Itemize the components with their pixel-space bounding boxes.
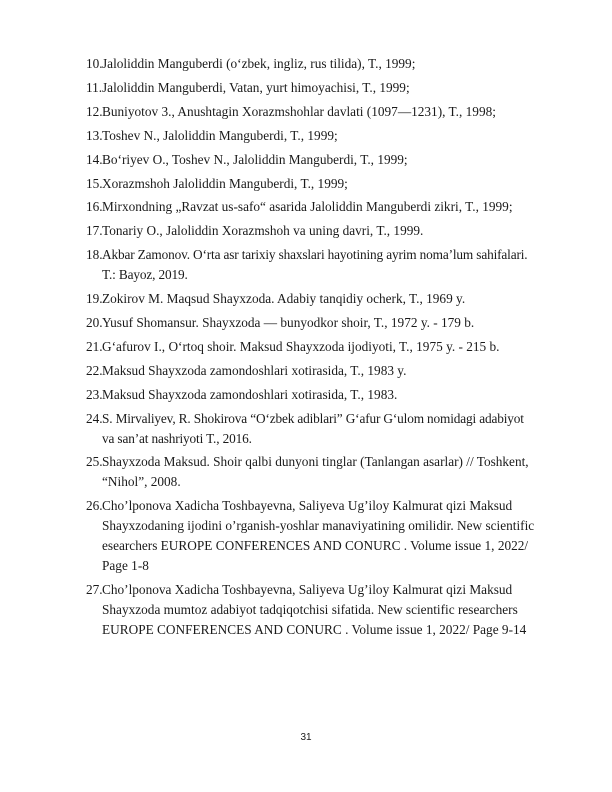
- reference-text-line: Buniyotov 3., Anushtagin Xorazmshohlar davlati (1097—1231), T., 1998;: [102, 103, 496, 119]
- reference-text: [102, 361, 572, 381]
- reference-number: 26.: [86, 498, 103, 514]
- reference-text: [102, 337, 572, 357]
- reference-text-line: Cho’lponova Xadicha Toshbayevna, Saliyeva Ug’iloy Kalmurat qizi Maksud: [102, 581, 513, 597]
- reference-text: [102, 496, 572, 576]
- reference-item: [86, 385, 572, 405]
- reference-number: 22.: [86, 362, 103, 378]
- reference-item: [86, 197, 572, 217]
- reference-text-line: EUROPE CONFERENCES AND CONURC . Volume issue 1, 2022/ Page 9-14: [102, 621, 527, 637]
- reference-number: 18.: [86, 247, 103, 263]
- reference-text: [102, 150, 572, 170]
- reference-text-line: esearchers EUROPE CONFERENCES AND CONURC . Volume issue 1, 2022/: [102, 538, 529, 554]
- reference-number: 11.: [86, 79, 103, 95]
- reference-text: [102, 221, 572, 241]
- reference-text-line: “Nihol”, 2008.: [102, 474, 181, 490]
- reference-text-line: Maksud Shayxzoda zamondoshlari xotirasida, T., 1983.: [102, 386, 398, 402]
- reference-number: 19.: [86, 291, 103, 307]
- reference-text-line: T.: Bayoz, 2019.: [102, 267, 188, 283]
- reference-text: [102, 385, 572, 405]
- reference-text: [102, 452, 572, 492]
- reference-number: 23.: [86, 386, 103, 402]
- reference-text-line: S. Mirvaliyev, R. Shokirova “Oʻzbek adiblari” Gʻafur Gʻulom nomidagi adabiyot: [102, 410, 524, 426]
- reference-number: 12.: [86, 103, 103, 119]
- reference-text-line: Shayxzodaning ijodini o’rganish-yoshlar manaviyatining omilidir. New scientific: [102, 518, 535, 534]
- reference-item: [86, 361, 572, 381]
- reference-number: 16.: [86, 199, 103, 215]
- reference-list: [86, 54, 572, 644]
- reference-number: 17.: [86, 223, 103, 239]
- reference-item: [86, 496, 572, 576]
- reference-text: [102, 78, 572, 98]
- reference-item: [86, 580, 572, 640]
- reference-text: [102, 313, 572, 333]
- reference-item: [86, 102, 572, 122]
- reference-text-line: va sanʼat nashriyoti T., 2016.: [102, 430, 252, 446]
- reference-text-line: Gʻafurov I., Oʻrtoq shoir. Maksud Shayxzoda ijodiyoti, T., 1975 y. - 215 b.: [102, 338, 500, 354]
- reference-number: 13.: [86, 127, 103, 143]
- reference-text: [102, 245, 572, 285]
- reference-text-line: Toshev N., Jaloliddin Manguberdi, T., 1999;: [102, 127, 338, 143]
- reference-item: [86, 452, 572, 492]
- reference-item: [86, 174, 572, 194]
- reference-text-line: Cho’lponova Xadicha Toshbayevna, Saliyeva Ug’iloy Kalmurat qizi Maksud: [102, 498, 513, 514]
- reference-item: [86, 409, 572, 449]
- reference-text: [102, 289, 572, 309]
- reference-number: 10.: [86, 56, 103, 71]
- reference-item: [86, 337, 572, 357]
- reference-text: [102, 174, 572, 194]
- reference-text-line: Mirxondning „Ravzat us-safo“ asarida Jaloliddin Manguberdi zikri, T., 1999;: [102, 199, 513, 215]
- reference-text-line: Shayxzoda mumtoz adabiyot tadqiqotchisi sifatida. New scientific researchers: [102, 601, 518, 617]
- reference-text: [102, 197, 572, 217]
- reference-text: [102, 126, 572, 146]
- reference-item: [86, 54, 572, 74]
- reference-number: 20.: [86, 314, 103, 330]
- reference-item: [86, 313, 572, 333]
- reference-text: [102, 580, 572, 640]
- reference-text: [102, 54, 572, 74]
- reference-item: [86, 126, 572, 146]
- reference-text-line: Page 1-8: [102, 557, 149, 573]
- reference-text-line: Shayxzoda Maksud. Shoir qalbi dunyoni tinglar (Tanlangan asarlar) // Toshkent,: [102, 454, 529, 470]
- reference-item: [86, 245, 572, 285]
- reference-text-line: Yusuf Shomansur. Shayxzoda — bunyodkor shoir, T., 1972 y. - 179 b.: [102, 314, 475, 330]
- reference-number: 24.: [86, 410, 103, 426]
- reference-number: 21.: [86, 338, 103, 354]
- reference-number: 14.: [86, 151, 103, 167]
- reference-number: 15.: [86, 175, 103, 191]
- reference-text-line: Tonariy O., Jaloliddin Xorazmshoh va uning davri, T., 1999.: [102, 223, 424, 239]
- reference-item: [86, 289, 572, 309]
- reference-text-line: Maksud Shayxzoda zamondoshlari xotirasida, T., 1983 y.: [102, 362, 407, 378]
- reference-item: [86, 221, 572, 241]
- reference-number: 27.: [86, 581, 103, 597]
- reference-text-line: Boʻriyev O., Toshev N., Jaloliddin Manguberdi, T., 1999;: [102, 151, 408, 167]
- reference-text-line: Akbar Zamonov. Oʻrta asr tarixiy shaxslari hayotining ayrim nomaʼlum sahifalari.: [102, 247, 528, 263]
- reference-text: [102, 102, 572, 122]
- reference-item: [86, 78, 572, 98]
- reference-number: 25.: [86, 454, 103, 470]
- reference-text-line: Jaloliddin Manguberdi (oʻzbek, ingliz, rus tilida), T., 1999;: [102, 56, 416, 71]
- reference-text-line: Jaloliddin Manguberdi, Vatan, yurt himoyachisi, T., 1999;: [102, 79, 410, 95]
- reference-text-line: Zokirov M. Maqsud Shayxzoda. Adabiy tanqidiy ocherk, T., 1969 y.: [102, 291, 466, 307]
- reference-text-line: Xorazmshoh Jaloliddin Manguberdi, T., 1999;: [102, 175, 348, 191]
- page-number: 31: [300, 732, 312, 743]
- reference-text: [102, 409, 572, 449]
- reference-item: [86, 150, 572, 170]
